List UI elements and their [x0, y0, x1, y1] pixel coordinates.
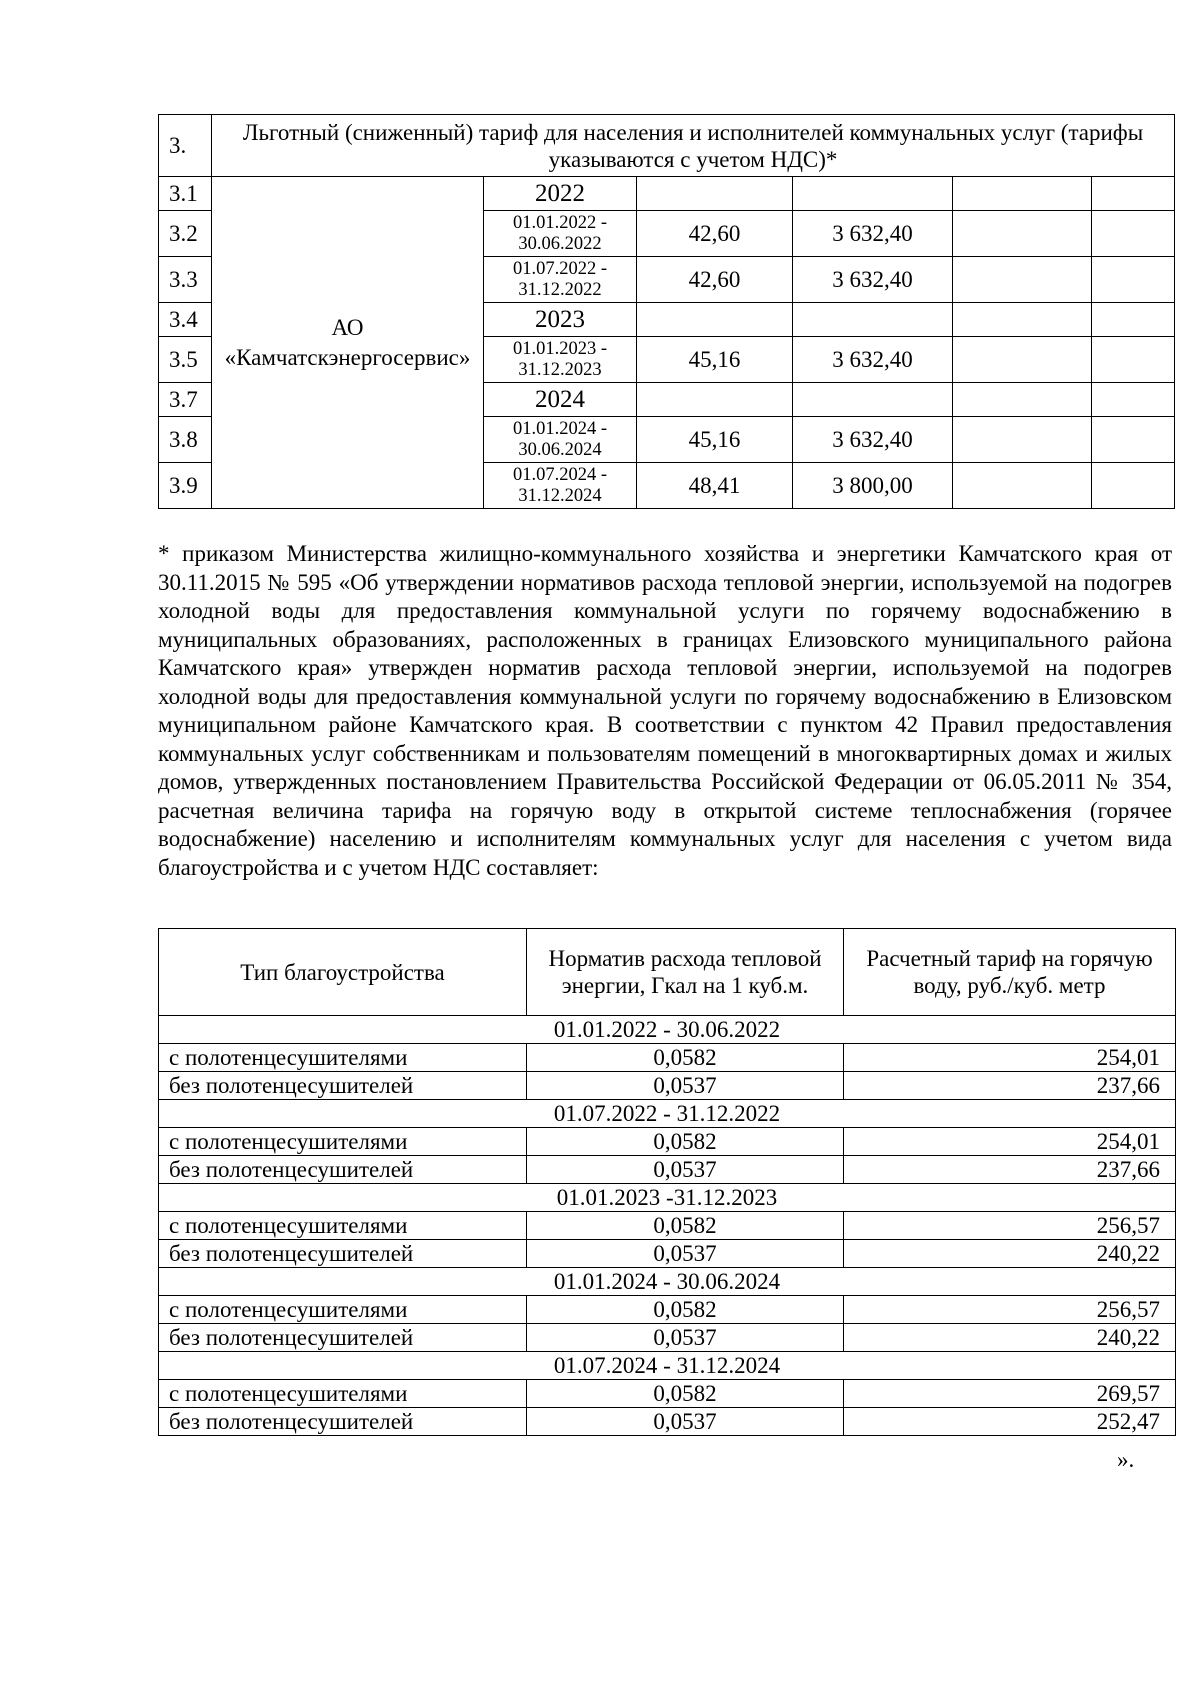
- table-row: [159, 1296, 1176, 1324]
- norm-value: 0,0537: [527, 1408, 844, 1436]
- value-cell: 45,16: [637, 337, 793, 383]
- column-header-tariff: Расчетный тариф на горячую воду, руб./куб. метр: [844, 929, 1176, 1016]
- period-row: [159, 1184, 1176, 1212]
- table-row: [159, 177, 1175, 211]
- norm-value: 0,0582: [527, 1380, 844, 1408]
- period-label: 01.01.2024 - 30.06.2024: [159, 1268, 1176, 1296]
- period-label: 01.07.2024 - 31.12.2024: [159, 1352, 1176, 1380]
- table-row: [159, 115, 1175, 177]
- table-row: [159, 1072, 1176, 1100]
- tariff-value: 254,01: [844, 1128, 1176, 1156]
- period-row: [159, 1016, 1176, 1044]
- closing-quote-mark: ».: [1117, 1447, 1135, 1472]
- improvement-type: с полотенцесушителями: [159, 1296, 527, 1324]
- table-row: [159, 1240, 1176, 1268]
- year-cell: 2024: [484, 383, 637, 417]
- period-cell: 01.01.2023 - 31.12.2023: [484, 337, 637, 383]
- norm-value: 0,0537: [527, 1240, 844, 1268]
- value-cell: 45,16: [637, 417, 793, 463]
- period-cell: 01.01.2022 - 30.06.2022: [484, 211, 637, 257]
- period-cell: 01.07.2024 - 31.12.2024: [484, 463, 637, 509]
- period-cell: 01.01.2024 - 30.06.2024: [484, 417, 637, 463]
- period-label: 01.07.2022 - 31.12.2022: [159, 1100, 1176, 1128]
- table-row: [159, 1408, 1176, 1436]
- value-cell: 48,41: [637, 463, 793, 509]
- norm-value: 0,0537: [527, 1324, 844, 1352]
- improvement-type: без полотенцесушителей: [159, 1156, 527, 1184]
- improvement-type: с полотенцесушителями: [159, 1380, 527, 1408]
- row-number: 3.5: [159, 337, 212, 383]
- period-row: [159, 1100, 1176, 1128]
- row-number: 3.4: [159, 303, 212, 337]
- value-cell: 3 800,00: [793, 463, 953, 509]
- column-header-type: Тип благоустройства: [159, 929, 527, 1016]
- value-cell: 3 632,40: [793, 257, 953, 303]
- period-row: [159, 1352, 1176, 1380]
- year-cell: 2023: [484, 303, 637, 337]
- tariff-value: 252,47: [844, 1408, 1176, 1436]
- table-header-row: [159, 929, 1176, 1016]
- tariff-value: 256,57: [844, 1212, 1176, 1240]
- norm-value: 0,0582: [527, 1044, 844, 1072]
- value-cell: 3 632,40: [793, 337, 953, 383]
- row-number: 3.8: [159, 417, 212, 463]
- period-label: 01.01.2023 -31.12.2023: [159, 1184, 1176, 1212]
- improvement-type: без полотенцесушителей: [159, 1324, 527, 1352]
- improvement-type: с полотенцесушителями: [159, 1128, 527, 1156]
- tariff-value: 254,01: [844, 1044, 1176, 1072]
- tariff-value: 240,22: [844, 1240, 1176, 1268]
- tariff-value: 237,66: [844, 1156, 1176, 1184]
- improvement-type: с полотенцесушителями: [159, 1212, 527, 1240]
- preferential-tariff-table: [158, 114, 1175, 509]
- row-number: 3.2: [159, 211, 212, 257]
- column-header-norm: Норматив расхода тепловой энергии, Гкал на 1 куб.м.: [527, 929, 844, 1016]
- improvement-type: без полотенцесушителей: [159, 1240, 527, 1268]
- period-label: 01.01.2022 - 30.06.2022: [159, 1016, 1176, 1044]
- hot-water-tariff-table: [158, 928, 1176, 1436]
- table-row: [159, 1380, 1176, 1408]
- norm-value: 0,0582: [527, 1128, 844, 1156]
- value-cell: 3 632,40: [793, 417, 953, 463]
- norm-value: 0,0537: [527, 1072, 844, 1100]
- section-title: Льготный (сниженный) тариф для населения и исполнителей коммунальных услуг (тарифы указываются с учетом НДС)*: [212, 115, 1175, 177]
- tariff-value: 240,22: [844, 1324, 1176, 1352]
- organization-name: АО «Камчатскэнергосервис»: [212, 177, 484, 509]
- norm-value: 0,0582: [527, 1212, 844, 1240]
- tariff-value: 269,57: [844, 1380, 1176, 1408]
- table-row: [159, 1324, 1176, 1352]
- table-row: [159, 1156, 1176, 1184]
- period-cell: 01.07.2022 - 31.12.2022: [484, 257, 637, 303]
- norm-value: 0,0537: [527, 1156, 844, 1184]
- value-cell: 3 632,40: [793, 211, 953, 257]
- table-row: [159, 1044, 1176, 1072]
- table-row: [159, 1212, 1176, 1240]
- section-number: 3.: [159, 115, 212, 177]
- improvement-type: без полотенцесушителей: [159, 1408, 527, 1436]
- row-number: 3.7: [159, 383, 212, 417]
- year-cell: 2022: [484, 177, 637, 211]
- row-number: 3.9: [159, 463, 212, 509]
- row-number: 3.3: [159, 257, 212, 303]
- period-row: [159, 1268, 1176, 1296]
- improvement-type: без полотенцесушителей: [159, 1072, 527, 1100]
- row-number: 3.1: [159, 177, 212, 211]
- value-cell: 42,60: [637, 257, 793, 303]
- tariff-value: 237,66: [844, 1072, 1176, 1100]
- table-row: [159, 1128, 1176, 1156]
- tariff-value: 256,57: [844, 1296, 1176, 1324]
- improvement-type: с полотенцесушителями: [159, 1044, 527, 1072]
- norm-value: 0,0582: [527, 1296, 844, 1324]
- value-cell: 42,60: [637, 211, 793, 257]
- footnote-paragraph: * приказом Министерства жилищно-коммунального хозяйства и энергетики Камчатского края от 30.11.2015 № 595 «Об утверждении нормативов расхода тепловой энергии, используемой на подогрев холодной воды для предоставления коммунальной услуги по горячему водоснабжению в муниципальных образованиях, расположенных в границах Елизовского муниципального района Камчатского края» утвержден норматив расхода тепловой энергии, используемой на подогрев холодной воды для предоставления коммунальной услуги по горячему водоснабжению в Елизовском муниципальном районе Камчатского края. В соответствии с пунктом 42 Правил предоставления коммунальных услуг собственникам и пользователям помещений в многоквартирных домах и жилых домов, утвержденных постановлением Правительства Российской Федерации от 06.05.2011 № 354, расчетная величина тарифа на горячую воду в открытой системе теплоснабжения (горячее водоснабжение) населению и исполнителям коммунальных услуг для населения с учетом вида благоустройства и с учетом НДС составляет:: [158, 541, 1172, 880]
